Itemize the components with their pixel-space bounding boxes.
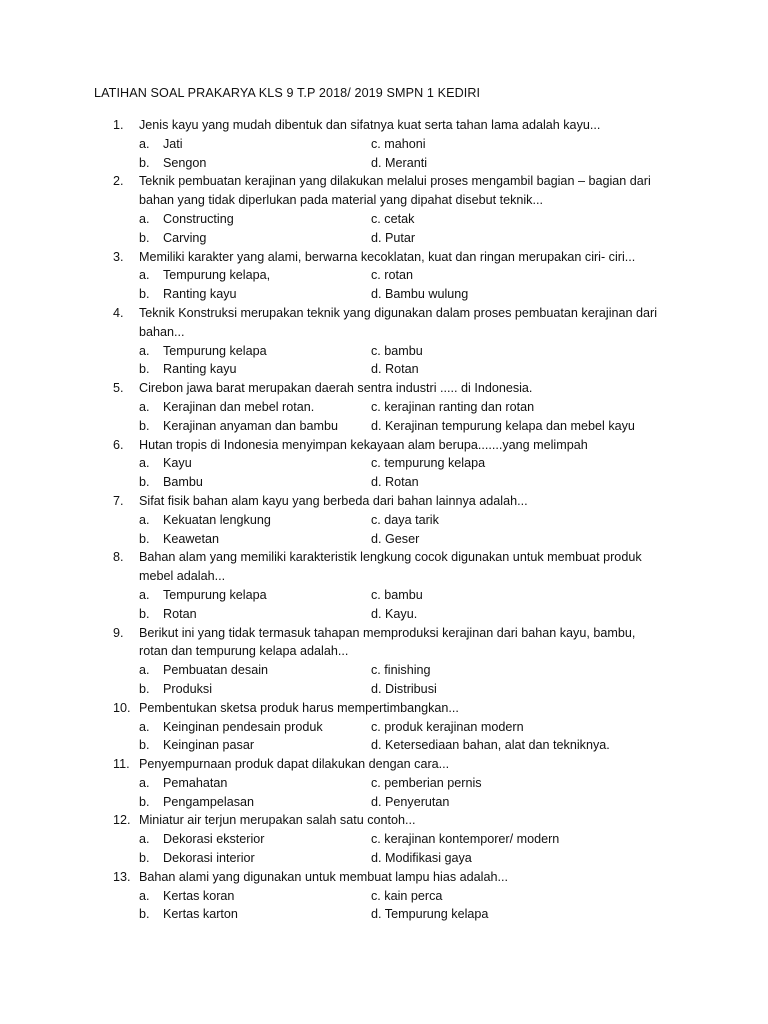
option-text-right: c. pemberian pernis [371, 775, 482, 790]
question-item [0, 116, 768, 172]
option-text: Pengampelasan [163, 794, 255, 809]
question-text: Cirebon jawa barat merupakan daerah sentra industri ..... di Indonesia. [139, 381, 533, 396]
option-key: b. [139, 155, 150, 170]
option-row [0, 135, 768, 154]
option-text-right: d. Rotan [371, 475, 419, 490]
option-text-right: d. Meranti [371, 155, 427, 170]
option-row [0, 830, 768, 849]
option-key: a. [139, 663, 150, 678]
question-list [0, 116, 768, 924]
question-row [0, 811, 768, 830]
option-key: a. [139, 775, 150, 790]
question-item [0, 492, 768, 548]
option-text: Rotan [163, 606, 197, 621]
question-item [0, 379, 768, 435]
option-key: a. [139, 587, 150, 602]
option-row [0, 793, 768, 812]
question-item [0, 868, 768, 924]
question-number: 12. [113, 813, 131, 828]
question-number: 11. [113, 757, 130, 772]
option-key: a. [139, 512, 150, 527]
document-title: LATIHAN SOAL PRAKARYA KLS 9 T.P 2018/ 2019 SMPN 1 KEDIRI [94, 86, 481, 100]
question-row [0, 323, 768, 342]
option-text: Sengon [163, 155, 207, 170]
option-text-right: c. mahoni [371, 136, 426, 151]
option-text-right: d. Tempurung kelapa [371, 907, 489, 922]
question-text: Teknik Konstruksi merupakan teknik yang digunakan dalam proses pembuatan kerajinan dari [139, 305, 658, 320]
question-row [0, 868, 768, 887]
option-text-right: c. kerajinan ranting dan rotan [371, 399, 535, 414]
option-text: Tempurung kelapa, [163, 268, 271, 283]
option-row [0, 774, 768, 793]
question-text: mebel adalah... [139, 569, 226, 584]
option-text: Ranting kayu [163, 362, 237, 377]
option-text-right: c. bambu [371, 343, 423, 358]
question-item [0, 248, 768, 304]
question-number: 8. [113, 550, 124, 565]
question-row [0, 492, 768, 511]
option-key: b. [139, 606, 150, 621]
question-number: 3. [113, 249, 124, 264]
question-text: Bahan alami yang digunakan untuk membuat lampu hias adalah... [139, 869, 508, 884]
question-row [0, 172, 768, 191]
question-item [0, 755, 768, 811]
option-key: b. [139, 475, 150, 490]
option-row [0, 887, 768, 906]
option-text-right: c. produk kerajinan modern [371, 719, 524, 734]
option-text: Carving [163, 230, 207, 245]
option-text: Kerajinan anyaman dan bambu [163, 418, 339, 433]
question-row [0, 248, 768, 267]
option-text-right: d. Rotan [371, 362, 419, 377]
option-text-right: d. Bambu wulung [371, 287, 469, 302]
question-item [0, 436, 768, 492]
option-row [0, 229, 768, 248]
question-item [0, 811, 768, 867]
question-item [0, 172, 768, 247]
option-text-right: d. Kayu. [371, 606, 418, 621]
question-row [0, 624, 768, 643]
option-row [0, 266, 768, 285]
option-text: Kerajinan dan mebel rotan. [163, 399, 315, 414]
option-key: a. [139, 136, 150, 151]
question-row [0, 379, 768, 398]
question-text: bahan... [139, 324, 185, 339]
option-key: a. [139, 719, 150, 734]
question-number: 13. [113, 869, 131, 884]
question-item [0, 304, 768, 379]
option-row [0, 342, 768, 361]
question-item [0, 699, 768, 755]
question-text: Hutan tropis di Indonesia menyimpan kekayaan alam berupa.......yang melimpah [139, 437, 588, 452]
option-row [0, 454, 768, 473]
option-key: b. [139, 794, 150, 809]
option-row [0, 473, 768, 492]
option-text-right: d. Geser [371, 531, 420, 546]
option-text-right: d. Modifikasi gaya [371, 851, 472, 866]
option-text: Dekorasi eksterior [163, 832, 265, 847]
option-text-right: c. tempurung kelapa [371, 456, 486, 471]
option-text: Constructing [163, 211, 234, 226]
question-row [0, 304, 768, 323]
option-key: b. [139, 738, 150, 753]
question-text: Memiliki karakter yang alami, berwarna kecoklatan, kuat dan ringan merupakan ciri- ciri... [139, 249, 636, 264]
option-text-right: d. Penyerutan [371, 794, 450, 809]
option-text-right: c. rotan [371, 268, 413, 283]
option-row [0, 661, 768, 680]
option-row [0, 210, 768, 229]
option-key: a. [139, 888, 150, 903]
question-number: 6. [113, 437, 124, 452]
option-key: b. [139, 851, 150, 866]
option-row [0, 417, 768, 436]
option-text: Pembuatan desain [163, 663, 269, 678]
question-row [0, 642, 768, 661]
question-row [0, 436, 768, 455]
question-text: Pembentukan sketsa produk harus mempertimbangkan... [139, 700, 459, 715]
option-key: b. [139, 230, 150, 245]
option-text: Pemahatan [163, 775, 228, 790]
question-item [0, 548, 768, 623]
option-text-right: d. Kerajinan tempurung kelapa dan mebel kayu [371, 418, 635, 433]
option-text: Tempurung kelapa [163, 343, 267, 358]
option-key: b. [139, 418, 150, 433]
option-key: a. [139, 456, 150, 471]
question-row [0, 699, 768, 718]
option-text: Kekuatan lengkung [163, 512, 271, 527]
question-number: 2. [113, 174, 124, 189]
option-row [0, 285, 768, 304]
question-text: Penyempurnaan produk dapat dilakukan dengan cara... [139, 757, 450, 772]
question-number: 9. [113, 625, 124, 640]
option-text-right: d. Distribusi [371, 681, 437, 696]
option-text: Kayu [163, 456, 192, 471]
option-row [0, 680, 768, 699]
question-text: bahan yang tidak diperlukan pada material yang dipahat disebut teknik... [139, 193, 543, 208]
option-text: Kertas koran [163, 888, 235, 903]
question-number: 4. [113, 305, 124, 320]
option-text: Ranting kayu [163, 287, 237, 302]
question-row [0, 548, 768, 567]
question-text: rotan dan tempurung kelapa adalah... [139, 644, 349, 659]
option-text: Bambu [163, 475, 203, 490]
option-row [0, 605, 768, 624]
option-text-right: c. kain perca [371, 888, 443, 903]
option-row [0, 905, 768, 924]
option-text-right: d. Putar [371, 230, 416, 245]
option-text-right: c. cetak [371, 211, 415, 226]
question-row [0, 567, 768, 586]
question-row [0, 191, 768, 210]
option-key: b. [139, 362, 150, 377]
question-number: 7. [113, 493, 124, 508]
question-text: Bahan alam yang memiliki karakteristik lengkung cocok digunakan untuk membuat produk [139, 550, 642, 565]
option-key: b. [139, 907, 150, 922]
option-row [0, 530, 768, 549]
option-text-right: c. kerajinan kontemporer/ modern [371, 832, 560, 847]
option-row [0, 586, 768, 605]
option-text-right: c. bambu [371, 587, 423, 602]
question-number: 10. [113, 700, 131, 715]
option-text: Keinginan pasar [163, 738, 255, 753]
question-text: Miniatur air terjun merupakan salah satu contoh... [139, 813, 416, 828]
question-item [0, 624, 768, 699]
option-row [0, 849, 768, 868]
option-text: Keinginan pendesain produk [163, 719, 323, 734]
option-key: a. [139, 343, 150, 358]
question-row [0, 116, 768, 135]
option-text: Tempurung kelapa [163, 587, 267, 602]
question-text: Teknik pembuatan kerajinan yang dilakukan melalui proses mengambil bagian – bagian dari [139, 174, 651, 189]
option-text-right: c. daya tarik [371, 512, 439, 527]
question-text: Sifat fisik bahan alam kayu yang berbeda dari bahan lainnya adalah... [139, 493, 528, 508]
option-text: Dekorasi interior [163, 851, 255, 866]
option-key: a. [139, 832, 150, 847]
question-number: 1. [113, 118, 124, 132]
option-row [0, 511, 768, 530]
option-key: b. [139, 287, 150, 302]
option-text: Kertas karton [163, 907, 238, 922]
question-text: Berikut ini yang tidak termasuk tahapan memproduksi kerajinan dari bahan kayu, bambu, [139, 625, 636, 640]
option-row [0, 718, 768, 737]
option-row [0, 154, 768, 173]
option-key: b. [139, 681, 150, 696]
option-key: b. [139, 531, 150, 546]
option-row [0, 398, 768, 417]
option-key: a. [139, 268, 150, 283]
option-text-right: c. finishing [371, 663, 431, 678]
option-text: Produksi [163, 681, 212, 696]
question-row [0, 755, 768, 774]
option-text: Jati [163, 136, 183, 151]
option-row [0, 736, 768, 755]
option-text: Keawetan [163, 531, 220, 546]
question-number: 5. [113, 381, 124, 396]
option-key: a. [139, 211, 150, 226]
option-text-right: d. Ketersediaan bahan, alat dan tekniknya. [371, 738, 610, 753]
option-row [0, 360, 768, 379]
option-key: a. [139, 399, 150, 414]
question-text: Jenis kayu yang mudah dibentuk dan sifatnya kuat serta tahan lama adalah kayu... [139, 118, 601, 132]
